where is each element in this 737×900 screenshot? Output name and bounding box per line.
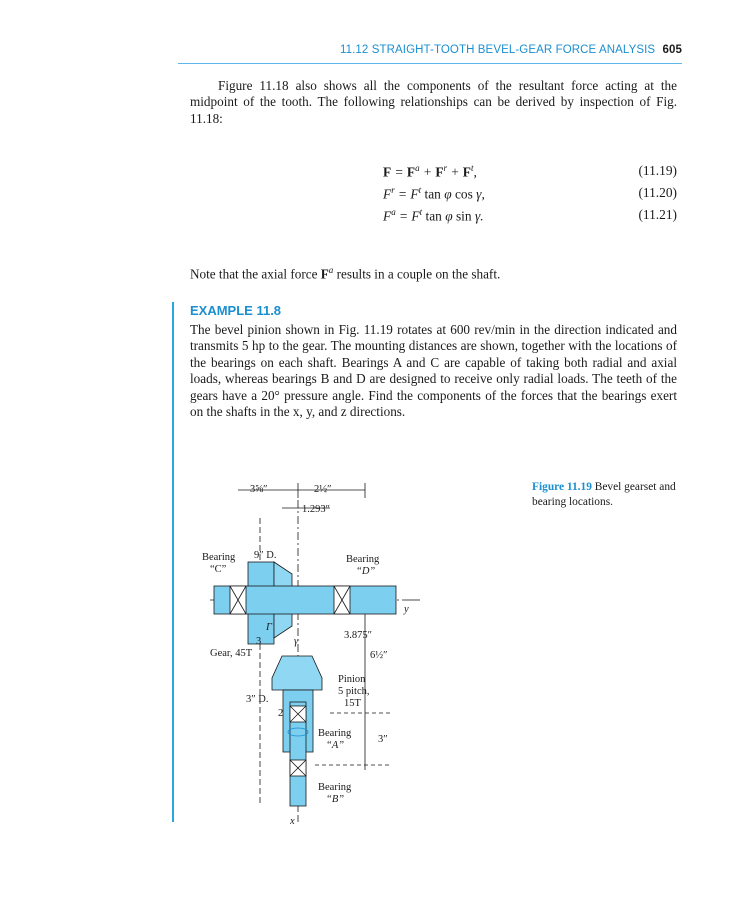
- equation-number: (11.21): [638, 207, 677, 222]
- figure-caption-text: Bevel gearset and bearing locations.: [532, 481, 676, 508]
- pinion-diameter-label: 3″ D.: [246, 694, 269, 705]
- bevel-gearset-drawing: [190, 470, 430, 830]
- note-paragraph: [190, 262, 677, 283]
- equation-11-21: [190, 207, 677, 225]
- pinion-label-line2: 5 pitch,: [338, 686, 370, 697]
- bearing-d-label-line1: Bearing: [346, 554, 380, 565]
- example-title: EXAMPLE 11.8: [190, 303, 282, 318]
- bearing-a-label-line2: “A”: [326, 740, 345, 751]
- intro-paragraph: Figure 11.18 also shows all the components of the resultant force acting at the midpoint of the tooth. The following relationships can be derived by inspection of Fig. 11.18:: [190, 78, 677, 126]
- dim-3-58-label: 3⅝″: [250, 484, 268, 495]
- dim-6-12-label: 6½″: [370, 650, 388, 661]
- figure-label: Figure 11.19: [532, 481, 592, 493]
- bearing-b-label-line2: “B”: [326, 794, 345, 805]
- bearing-b-label-line1: Bearing: [318, 782, 352, 793]
- x-axis-label: x: [290, 816, 295, 827]
- pinion-label-line3: 15T: [344, 698, 361, 709]
- dim-3875-label: 3.875″: [344, 630, 372, 641]
- dim-2-12-label: 2½″: [314, 484, 332, 495]
- bearing-c-label-line1: Bearing: [202, 552, 236, 563]
- section-title: 11.12 STRAIGHT-TOOTH BEVEL-GEAR FORCE ANALYSIS: [340, 44, 656, 56]
- equation-number: (11.20): [638, 185, 677, 200]
- page-number: 605: [662, 44, 682, 56]
- gear-diameter-label: 9″ D.: [254, 550, 277, 561]
- dim-3in-label: 3″: [378, 734, 388, 745]
- note-superscript: a: [328, 265, 334, 275]
- equation-number: (11.19): [638, 163, 677, 178]
- y-axis-label: y: [404, 604, 409, 615]
- equation-11-20: [190, 185, 677, 203]
- running-head: [340, 44, 682, 62]
- note-symbol: F: [320, 266, 329, 282]
- bearing-d-label-line2: “D”: [356, 566, 376, 577]
- note-text-after: results in a couple on the shaft.: [333, 266, 501, 282]
- dim-2-label: 2: [278, 708, 284, 719]
- equation-body: $F^a = F^t$ tan φ sin γ.: [383, 207, 484, 224]
- header-rule: [178, 63, 682, 64]
- example-paragraph: The bevel pinion shown in Fig. 11.19 rotates at 600 rev/min in the direction indicated and transmits 5 hp to the gear. The mounting distances are shown, together with the locations of the bearings on each shaft. Bearings A and C are capable of taking both radial and axial loads, whereas bearings B and D are designed to receive only radial loads. The teeth of the gears have a 20° pressure angle. Find the components of the forces that the bearings exert on the shafts in the x, y, and z directions.: [190, 322, 677, 420]
- gamma-capital-label: Γ: [266, 622, 272, 633]
- equation-11-19: [190, 163, 677, 181]
- bevel-gearset-figure: [190, 470, 430, 830]
- figure-caption: [532, 480, 682, 510]
- pinion-gear: [272, 656, 322, 690]
- gear-45t-label: Gear, 45T: [210, 648, 253, 659]
- bearing-a-label-line1: Bearing: [318, 728, 352, 739]
- equation-body: $F = F^a + F^r + F^t$,: [383, 163, 477, 180]
- dim-3-label: 3: [256, 636, 262, 647]
- dim-1293-label: 1.293″: [302, 504, 330, 515]
- gamma-label: γ: [294, 636, 299, 647]
- example-sidebar-rule: [172, 302, 174, 822]
- equation-body: $F^r = F^t$ tan φ cos γ,: [383, 185, 485, 202]
- pinion-label-line1: Pinion: [338, 674, 366, 685]
- bearing-c-label-line2: “C”: [210, 564, 227, 575]
- note-text-before: Note that the axial force: [190, 266, 321, 282]
